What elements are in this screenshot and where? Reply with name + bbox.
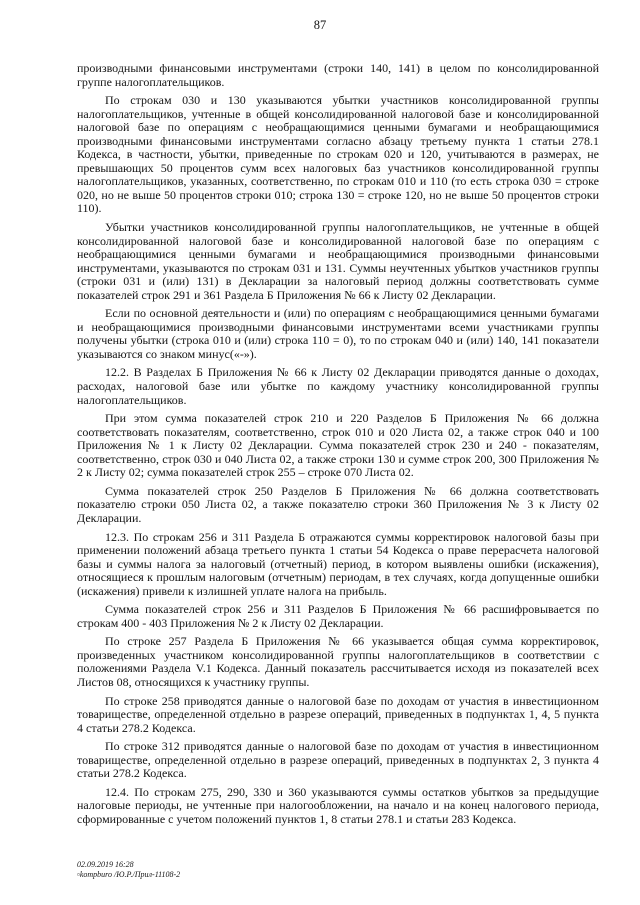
paragraph: По строке 257 Раздела Б Приложения № 66 указывается общая сумма корректировок, произведенных участником консолидированной группы налогоплательщиков в соответствии с положениями Раздела V.1 Кодекса. Данный показатель рассчитывается исходя из показателей всех Листов 08, относящихся к участнику группы. [77,634,599,689]
paragraph: По строке 312 приводятся данные о налоговой базе по доходам от участия в инвестиционном товариществе, определенной отдельно в разрезе операций, приведенных в подпунктах 2, 3 пункта 4 статьи 278.2 Кодекса. [77,739,599,781]
file-mark-icon: ▫ [77,870,80,879]
paragraph: Если по основной деятельности и (или) по операциям с необращающимися ценными бумагами и необращающимися производными финансовыми инструментами всеми участниками группы получены убытки (строка 010 и (или) строка 110 = 0), то по строкам 040 и (или) 140, 141 показатели указываются со знаком минус(«-»). [77,306,599,361]
paragraph: производными финансовыми инструментами (строки 140, 141) в целом по консолидированной группе налогоплательщиков. [77,61,599,89]
footer-date: 02.09.2019 16:28 [77,860,134,869]
paragraph: При этом сумма показателей строк 210 и 220 Разделов Б Приложения № 66 должна соответствовать показателям, соответственно, строк 010 и 020 Листа 02, а также строк 040 и 100 Приложения № 1 к Листу 02 Декларации. Сумма показателей строк 230 и 240 - показателям, соответственно, строк 030 и 040 Листа 02, а также строки 130 и сумме строк 200, 300 Приложения № 2 к Листу 02; сумма показателей строк 255 – строке 070 Листа 02. [77,411,599,480]
paragraph: Сумма показателей строк 256 и 311 Разделов Б Приложения № 66 расшифровывается по строкам 400 - 403 Приложения № 2 к Листу 02 Декларации. [77,602,599,630]
document-body [77,62,599,831]
paragraph: Сумма показателей строк 250 Разделов Б Приложения № 66 должна соответствовать показателю строки 050 Листа 02, а также показателю строки 360 Приложения № 3 к Листу 02 Декларации. [77,483,599,525]
paragraph: По строке 258 приводятся данные о налоговой базе по доходам от участия в инвестиционном товариществе, определенной отдельно в разрезе операций, приведенных в подпунктах 1, 4, 5 пункта 4 статьи 278.2 Кодекса. [77,693,599,735]
paragraph: 12.4. По строкам 275, 290, 330 и 360 указываются суммы остатков убытков за предыдущие налоговые периоды, не учтенные при налогообложении, на начало и на конец налогового периода, сформированные с учетом положений пунктов 1, 8 статьи 278.1 и статьи 283 Кодекса. [77,784,599,826]
footer-path [77,870,180,880]
page-number: 87 [313,18,327,32]
paragraph: Убытки участников консолидированной группы налогоплательщиков, не учтенные в общей консолидированной налоговой базе и консолидированной налоговой базе по операциям с необращающимися ценными бумагами и необращающимися производными финансовыми инструментами, указываются по строкам 031 и 131. Суммы неучтенных убытков участников группы (строки 031 и (или) 131) в Декларации за налоговый период должны соответствовать сумме показателей строк 291 и 361 Раздела Б Приложения № 66 к Листу 02 Декларации. [77,220,599,302]
paragraph: 12.2. В Разделах Б Приложения № 66 к Листу 02 Декларации приводятся данные о доходах, расходах, налоговой базе или убытке по каждому участнику консолидированной группы налогоплательщиков. [77,365,599,407]
footer [77,860,180,880]
paragraph: По строкам 030 и 130 указываются убытки участников консолидированной группы налогоплательщиков, учтенные в общей консолидированной налоговой базе и консолидированной налоговой базе по операциям с необращающимися ценными бумагами и необращающимися производными финансовыми инструментами согласно абзацу третьему пункта 1 статьи 278.1 Кодекса, в частности, убытки, приведенные по строкам 020 и 120, учитываются в размерах, не превышающих 50 процентов сумм всех налоговых баз участников консолидированной группы налогоплательщиков, указанных, соответственно, по строкам 010 и 110 (то есть строка 030 = строке 020, но не выше 50 процентов строки 010; строка 130 = строке 120, но не выше 50 процентов строки 110). [77,93,599,216]
footer-path-text: kompburo /Ю.Р./Прил-11108-2 [79,870,181,879]
paragraph: 12.3. По строкам 256 и 311 Раздела Б отражаются суммы корректировок налоговой базы при применении положений абзаца третьего пункта 1 статьи 54 Кодекса о праве перерасчета налоговой базы и суммы налога за налоговый (отчетный) период, в котором выявлены ошибки (искажения), относящиеся к прошлым налоговым (отчетным) периодам, в тех случаях, когда допущенные ошибки (искажения) привели к излишней уплате налога на прибыль. [77,529,599,598]
